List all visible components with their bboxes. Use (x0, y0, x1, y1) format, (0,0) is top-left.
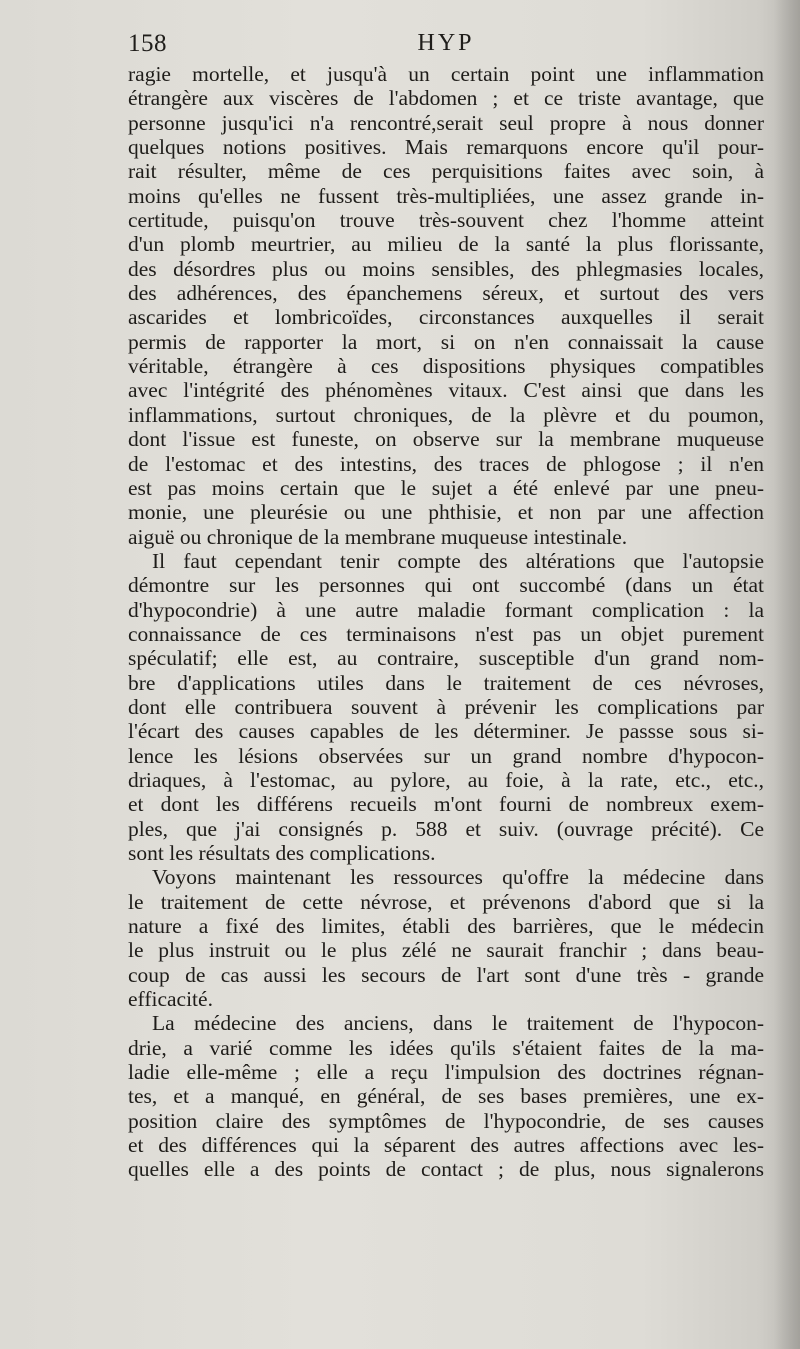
text-line: ples, que j'ai consignés p. 588 et suiv. (ouvrage précité). Ce (128, 816, 764, 841)
text-line: aiguë ou chronique de la membrane muqueuse intestinale. (128, 524, 628, 549)
text-line: drie, a varié comme les idées qu'ils s'étaient faites de la ma- (128, 1035, 764, 1060)
text-line: sont les résultats des complications. (128, 841, 436, 865)
text-line: et des différences qui la séparent des autres affections avec les- (128, 1133, 764, 1158)
running-head: HYP (417, 30, 475, 56)
text-line: lence les lésions observées sur un grand nombre d'hypocon- (128, 743, 764, 768)
text-line: des désordres plus ou moins sensibles, des phlegmasies locales, (128, 256, 764, 281)
text-line: et dont les différens recueils m'ont fourni de nombreux exem- (128, 792, 764, 817)
text-line: permis de rapporter la mort, si on n'en connaissait la cause (128, 329, 764, 354)
text-line: driaques, à l'estomac, au pylore, au foie, à la rate, etc., etc., (128, 767, 764, 792)
text-line: avec l'intégrité des phénomènes vitaux. C'est ainsi que dans les (128, 378, 764, 403)
text-line: nature a fixé des limites, établi des barrières, que le médecin (128, 914, 764, 939)
text-line: dont l'issue est funeste, on observe sur la membrane muqueuse (128, 427, 764, 452)
text-line: coup de cas aussi les secours de l'art sont d'une très - grande (128, 962, 764, 987)
text-line: dont elle contribuera souvent à prévenir les complications par (128, 694, 764, 719)
body-text (128, 62, 764, 1182)
text-line: spéculatif; elle est, au contraire, susceptible d'un grand nom- (128, 646, 764, 671)
text-line: le plus instruit ou le plus zélé ne saurait franchir ; dans beau- (128, 938, 764, 963)
text-line: moins qu'elles ne fussent très-multipliées, une assez grande in- (128, 183, 764, 208)
text-line: Il faut cependant tenir compte des altérations que l'autopsie (152, 548, 764, 573)
text-line: ragie mortelle, et jusqu'à un certain point une inflammation (128, 62, 764, 86)
text-line: le traitement de cette névrose, et prévenons d'abord que si la (128, 889, 764, 914)
page-number: 158 (128, 30, 167, 57)
text-line: connaissance de ces terminaisons n'est pas un objet purement (128, 621, 764, 646)
text-line: quelques notions positives. Mais remarquons encore qu'il pour- (128, 135, 764, 160)
text-line: tes, et a manqué, en général, de ses bases premières, une ex- (128, 1084, 764, 1109)
text-line: inflammations, surtout chroniques, de la plèvre et du poumon, (128, 402, 764, 427)
text-line: véritable, étrangère à ces dispositions physiques compatibles (128, 354, 764, 379)
text-line: ascarides et lombricoïdes, circonstances auxquelles il serait (128, 305, 764, 330)
text-line: Voyons maintenant les ressources qu'offre la médecine dans (152, 865, 764, 890)
text-line: étrangère aux viscères de l'abdomen ; et ce triste avantage, que (128, 86, 764, 111)
text-line: d'hypocondrie) à une autre maladie formant complication : la (128, 597, 764, 622)
text-line: bre d'applications utiles dans le traitement de ces névroses, (128, 670, 764, 695)
text-line: de l'estomac et des intestins, des traces de phlogose ; il n'en (128, 451, 764, 476)
text-line: des adhérences, des épanchemens séreux, et surtout des vers (128, 281, 764, 306)
text-line: monie, une pleurésie ou une phthisie, et non par une affection (128, 500, 764, 525)
text-line: démontre sur les personnes qui ont succombé (dans un état (128, 573, 764, 598)
text-line: d'un plomb meurtrier, au milieu de la santé la plus florissante, (128, 232, 764, 257)
text-line: quelles elle a des points de contact ; de plus, nous signalerons (128, 1157, 764, 1182)
page-header (128, 30, 764, 64)
text-line: est pas moins certain que le sujet a été enlevé par une pneu- (128, 475, 764, 500)
text-line: certitude, puisqu'on trouve très-souvent chez l'homme atteint (128, 208, 764, 233)
text-line: rait résulter, même de ces perquisitions faites avec soin, à (128, 159, 764, 184)
text-line: ladie elle-même ; elle a reçu l'impulsion des doctrines régnan- (128, 1060, 764, 1085)
text-line: La médecine des anciens, dans le traitement de l'hypocon- (152, 1011, 764, 1036)
text-line: l'écart des causes capables de les déterminer. Je passse sous si- (128, 719, 764, 744)
text-line: position claire des symptômes de l'hypocondrie, de ses causes (128, 1108, 764, 1133)
text-line: personne jusqu'ici n'a rencontré,serait seul propre à nous donner (128, 110, 764, 135)
text-line: efficacité. (128, 987, 213, 1012)
